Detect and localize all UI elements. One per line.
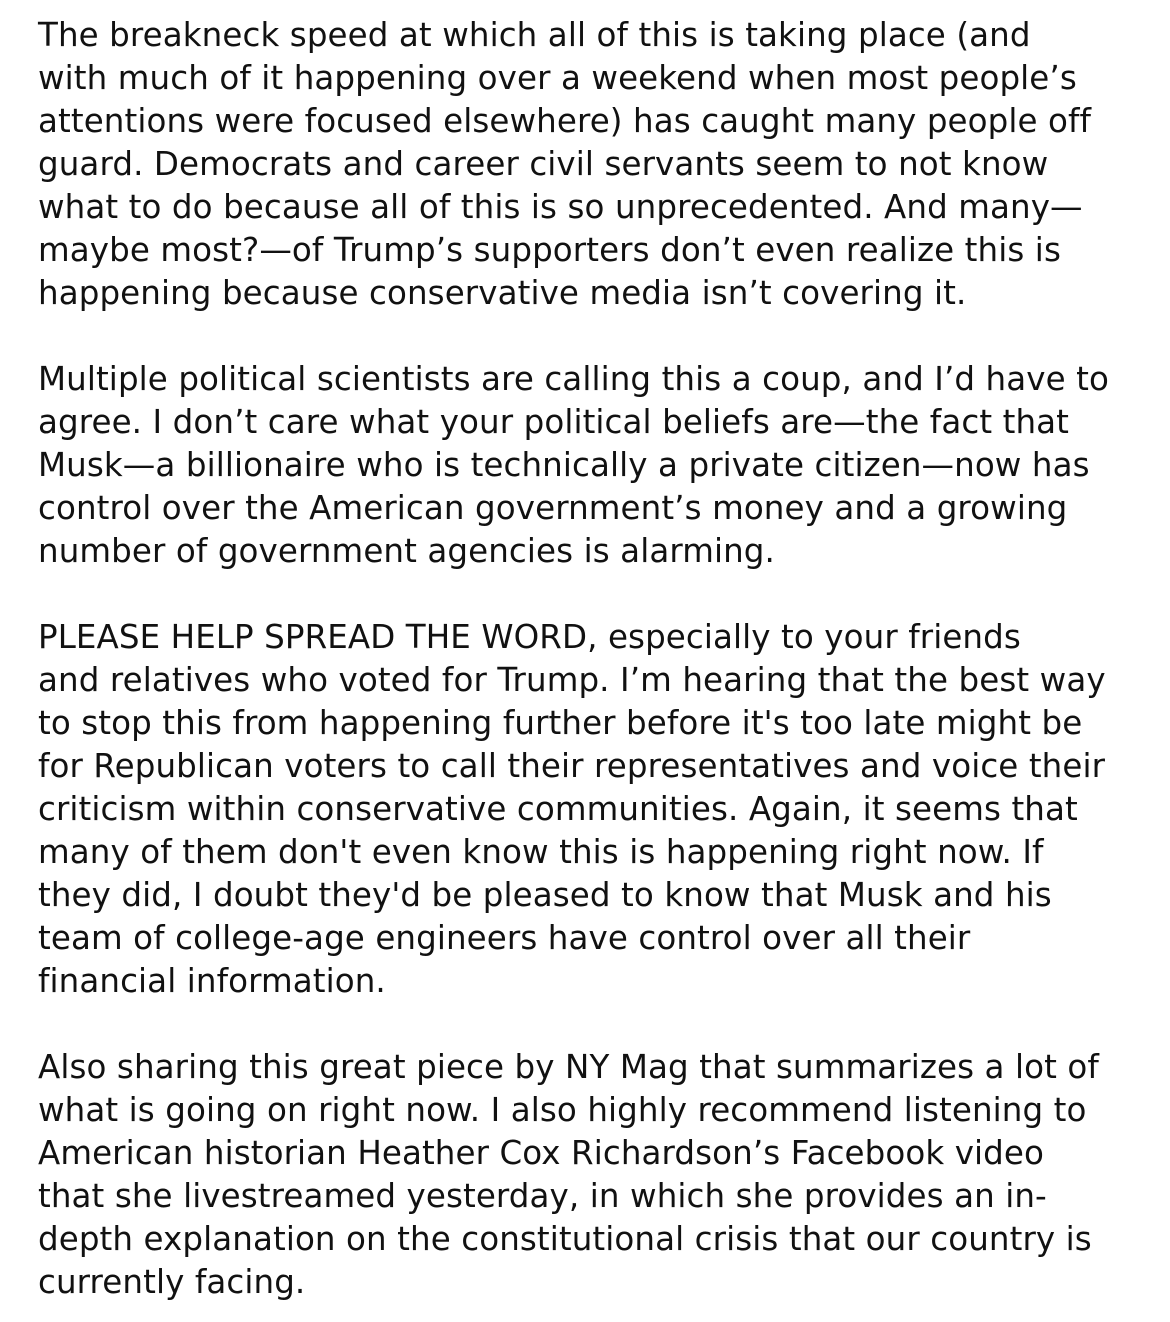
post-line: to stop this from happening further before it's too late might be (38, 704, 1083, 742)
post-paragraph (38, 616, 1148, 1003)
post-line: financial information. (38, 962, 386, 1000)
post-line: American historian Heather Cox Richardson’s Facebook video (38, 1134, 1044, 1172)
post-line: many of them don't even know this is happening right now. If (38, 833, 1044, 871)
post-line: attentions were focused elsewhere) has caught many people off (38, 102, 1092, 140)
post-line: currently facing. (38, 1263, 306, 1301)
post-line: control over the American government’s money and a growing (38, 489, 1068, 527)
post-line: that she livestreamed yesterday, in which she provides an in- (38, 1177, 1047, 1215)
post-line: Musk—a billionaire who is technically a private citizen—now has (38, 446, 1090, 484)
post-line: The breakneck speed at which all of this is taking place (and (38, 16, 1031, 54)
post-line: for Republican voters to call their representatives and voice their (38, 747, 1106, 785)
post-line: agree. I don’t care what your political beliefs are—the fact that (38, 403, 1070, 441)
post-line: and relatives who voted for Trump. I’m hearing that the best way (38, 661, 1106, 699)
post-line: what to do because all of this is so unprecedented. And many— (38, 188, 1083, 226)
post-line: they did, I doubt they'd be pleased to know that Musk and his (38, 876, 1052, 914)
post-line: number of government agencies is alarming. (38, 532, 775, 570)
post-paragraph (38, 14, 1148, 315)
post-line: Multiple political scientists are calling this a coup, and I’d have to (38, 360, 1109, 398)
post-body (38, 14, 1148, 1304)
post-paragraph (38, 1046, 1148, 1304)
post-line: Also sharing this great piece by NY Mag that summarizes a lot of (38, 1048, 1099, 1086)
post-line: maybe most?—of Trump’s supporters don’t even realize this is (38, 231, 1061, 269)
post-line: criticism within conservative communities. Again, it seems that (38, 790, 1078, 828)
post-line: guard. Democrats and career civil servants seem to not know (38, 145, 1049, 183)
post-line: what is going on right now. I also highly recommend listening to (38, 1091, 1087, 1129)
post-line: depth explanation on the constitutional crisis that our country is (38, 1220, 1092, 1258)
post-line: with much of it happening over a weekend when most people’s (38, 59, 1077, 97)
post-line: team of college-age engineers have control over all their (38, 919, 971, 957)
post-line: PLEASE HELP SPREAD THE WORD, especially to your friends (38, 618, 1021, 656)
post-paragraph (38, 358, 1148, 573)
post-line: happening because conservative media isn’t covering it. (38, 274, 967, 312)
